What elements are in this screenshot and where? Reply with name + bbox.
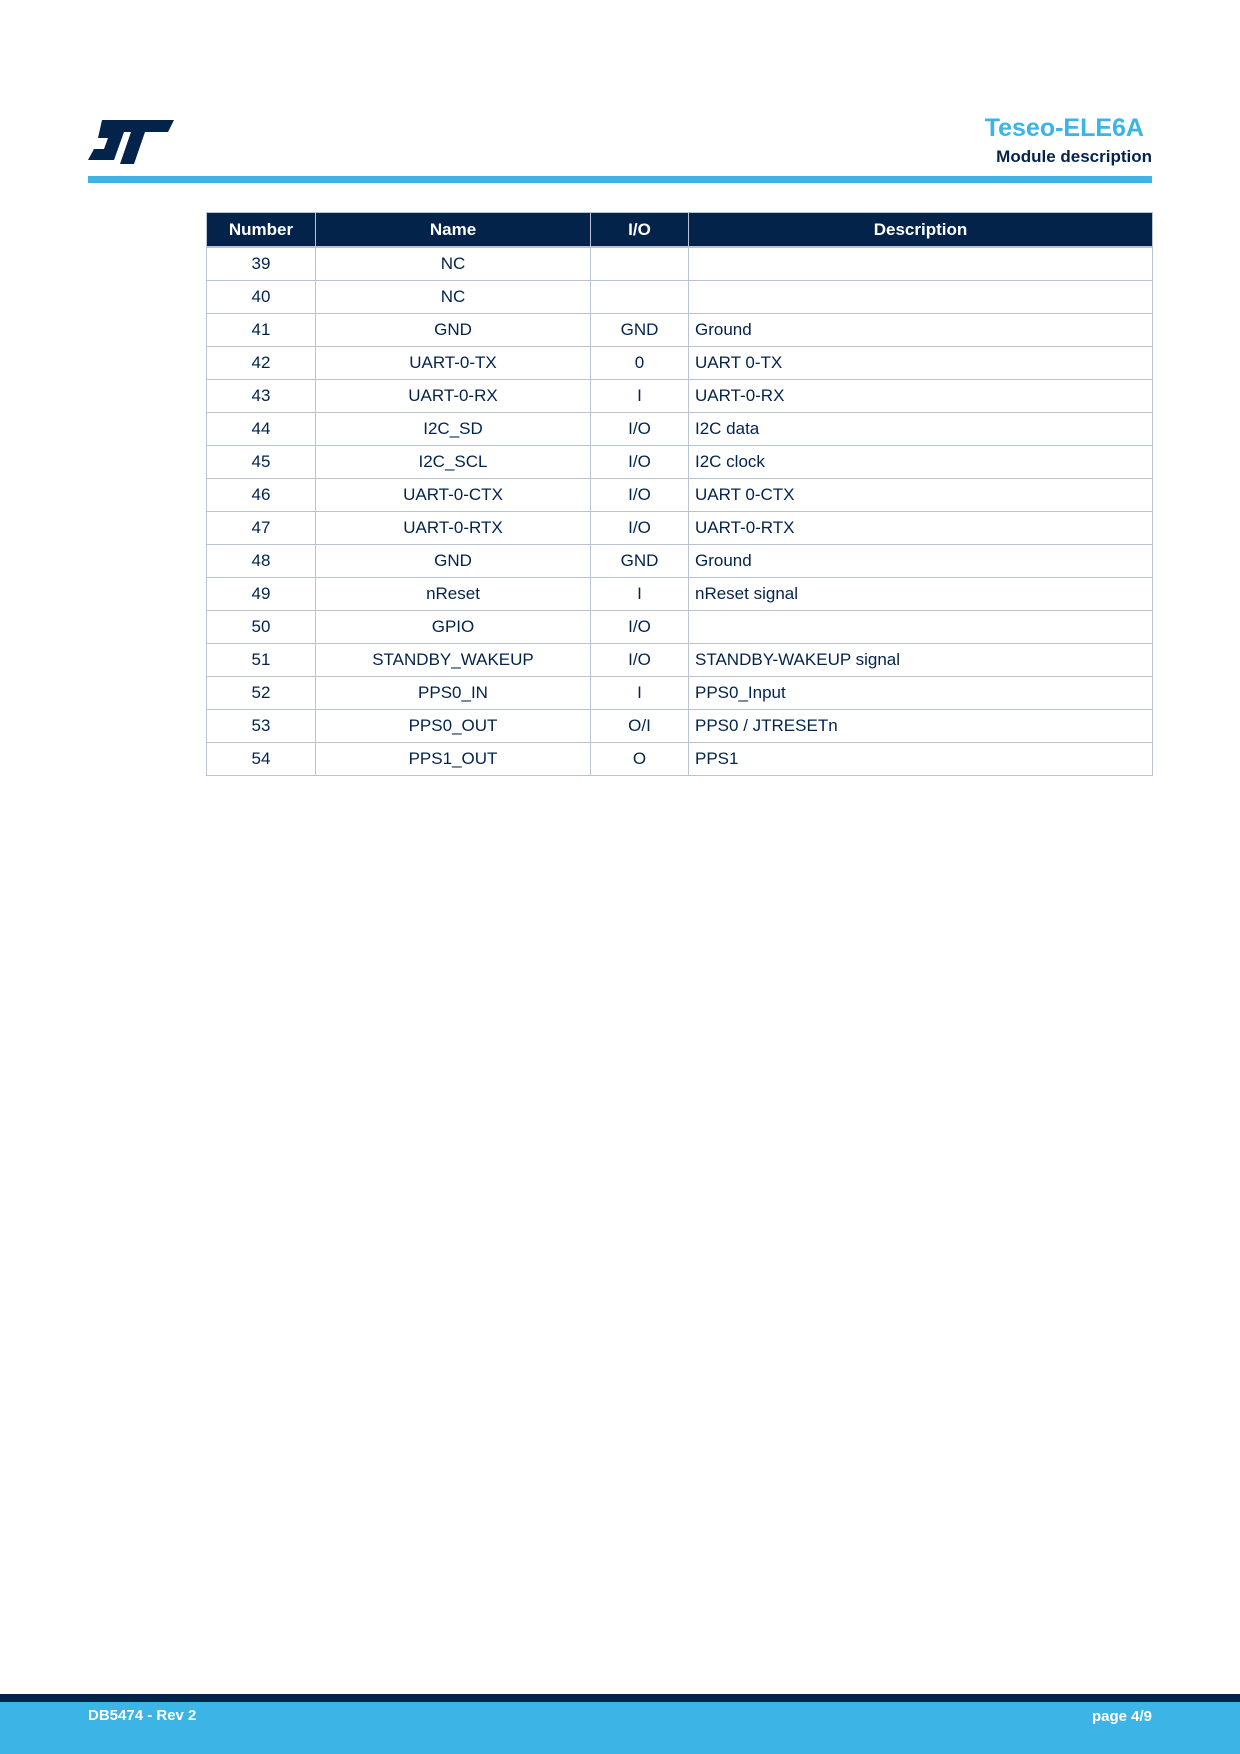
cell-number: 41 [207,314,316,347]
cell-description: PPS0_Input [689,677,1153,710]
cell-description: I2C data [689,413,1153,446]
table-row [207,380,1153,413]
cell-number: 46 [207,479,316,512]
header-divider [88,176,1152,183]
cell-name: I2C_SCL [316,446,591,479]
table-row [207,611,1153,644]
cell-name: GPIO [316,611,591,644]
cell-io: GND [591,545,689,578]
cell-description: Ground [689,314,1153,347]
cell-description: STANDBY-WAKEUP signal [689,644,1153,677]
cell-name: nReset [316,578,591,611]
cell-name: UART-0-CTX [316,479,591,512]
cell-name: GND [316,314,591,347]
table-row [207,677,1153,710]
column-header-io: I/O [591,213,689,248]
cell-name: PPS0_OUT [316,710,591,743]
cell-description: PPS0 / JTRESETn [689,710,1153,743]
cell-number: 50 [207,611,316,644]
cell-description: UART-0-RTX [689,512,1153,545]
cell-name: GND [316,545,591,578]
cell-number: 39 [207,247,316,281]
cell-number: 42 [207,347,316,380]
table-header-row [207,213,1153,248]
cell-io: 0 [591,347,689,380]
table-row [207,545,1153,578]
table-row [207,512,1153,545]
cell-io: I [591,677,689,710]
cell-name: PPS1_OUT [316,743,591,776]
cell-number: 48 [207,545,316,578]
cell-io: O/I [591,710,689,743]
cell-io: I/O [591,413,689,446]
section-title: Module description [996,147,1152,166]
cell-io: I/O [591,479,689,512]
cell-name: NC [316,281,591,314]
cell-io: I [591,578,689,611]
table-row [207,710,1153,743]
cell-description: PPS1 [689,743,1153,776]
cell-io: I/O [591,611,689,644]
cell-number: 49 [207,578,316,611]
cell-description: nReset signal [689,578,1153,611]
cell-io: I/O [591,644,689,677]
st-logo-icon [88,118,174,166]
cell-number: 54 [207,743,316,776]
document-title: Teseo-ELE6A [984,114,1144,142]
cell-name: UART-0-TX [316,347,591,380]
cell-description: UART-0-RX [689,380,1153,413]
cell-number: 52 [207,677,316,710]
table-row [207,479,1153,512]
cell-number: 51 [207,644,316,677]
cell-io: I/O [591,446,689,479]
cell-number: 43 [207,380,316,413]
cell-io: GND [591,314,689,347]
table-row [207,281,1153,314]
cell-name: UART-0-RX [316,380,591,413]
pin-description-table [206,212,1153,776]
cell-number: 40 [207,281,316,314]
cell-io: I [591,380,689,413]
cell-name: UART-0-RTX [316,512,591,545]
cell-name: I2C_SD [316,413,591,446]
table-row [207,743,1153,776]
cell-description [689,611,1153,644]
column-header-description: Description [689,213,1153,248]
cell-number: 44 [207,413,316,446]
table-row [207,644,1153,677]
table-row [207,247,1153,281]
cell-number: 45 [207,446,316,479]
cell-number: 47 [207,512,316,545]
cell-description [689,247,1153,281]
column-header-name: Name [316,213,591,248]
cell-name: PPS0_IN [316,677,591,710]
cell-name: NC [316,247,591,281]
cell-io [591,281,689,314]
table-row [207,578,1153,611]
cell-description [689,281,1153,314]
column-header-number: Number [207,213,316,248]
cell-io: O [591,743,689,776]
table-row [207,446,1153,479]
cell-io: I/O [591,512,689,545]
footer-document-id: DB5474 - Rev 2 [88,1707,197,1724]
cell-description: I2C clock [689,446,1153,479]
table-row [207,347,1153,380]
cell-name: STANDBY_WAKEUP [316,644,591,677]
footer-top-stripe [0,1694,1240,1702]
table-row [207,413,1153,446]
cell-description: UART 0-CTX [689,479,1153,512]
cell-number: 53 [207,710,316,743]
cell-description: Ground [689,545,1153,578]
cell-io [591,247,689,281]
table-row [207,314,1153,347]
footer-page-number: page 4/9 [1091,1708,1152,1725]
cell-description: UART 0-TX [689,347,1153,380]
